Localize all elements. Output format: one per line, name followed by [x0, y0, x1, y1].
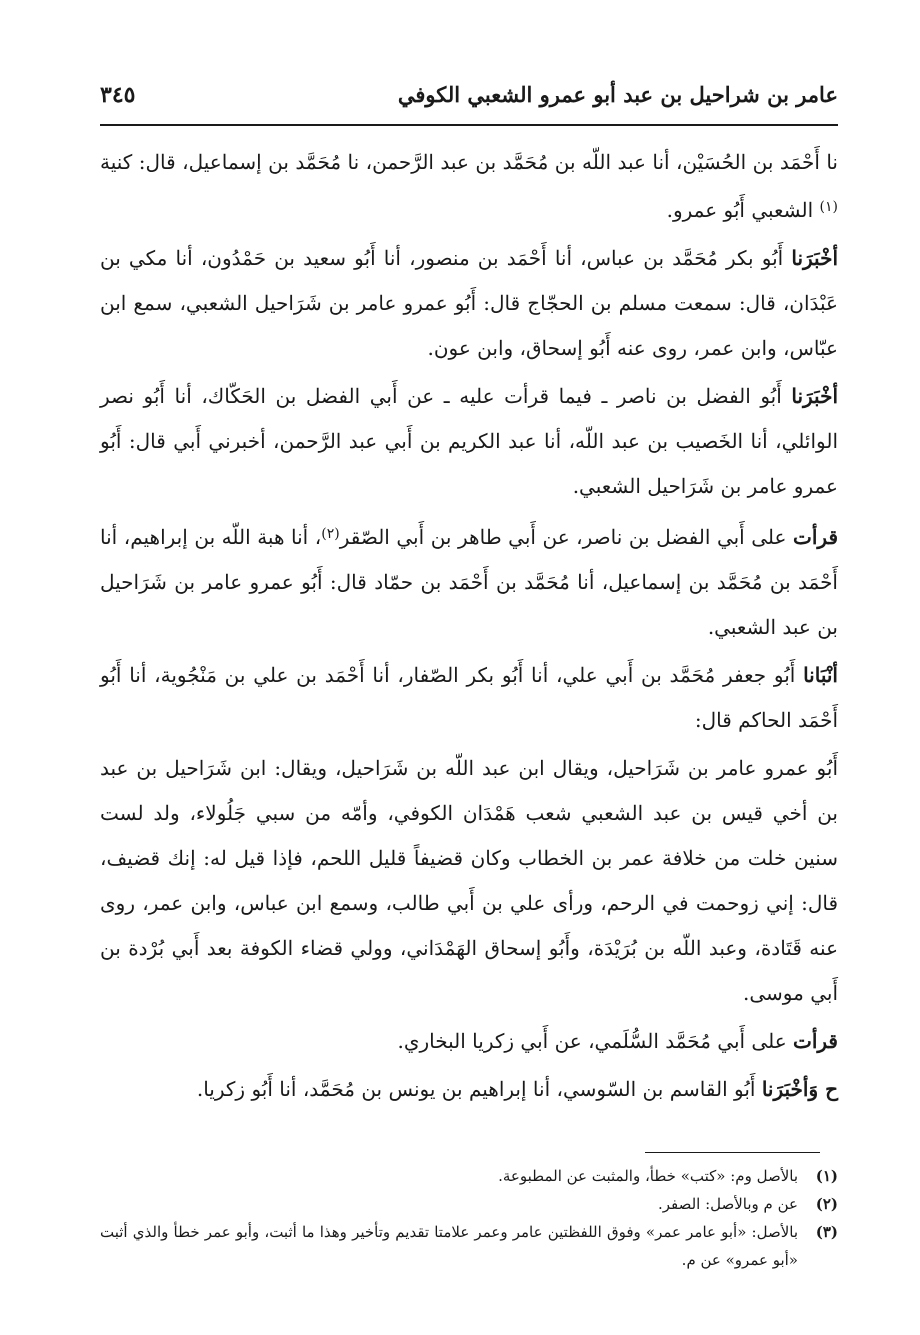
paragraph: [100, 746, 838, 1016]
footnote-ref: (١): [819, 199, 838, 215]
paragraph-text: على أَبي مُحَمَّد السُّلَمي، عن أَبي زكريا البخاري.: [397, 1029, 794, 1053]
header-rule: [100, 124, 838, 126]
paragraph: [100, 236, 838, 371]
footnote-ref: (٢): [321, 526, 340, 542]
paragraph-text: على أَبي الفضل بن ناصر، عن أَبي طاهر بن أَبي الصّقر: [339, 525, 794, 549]
lead-word: أخْبَرَنا: [791, 246, 838, 270]
paragraph: [100, 1067, 838, 1112]
running-title: عامر بن شراحيل بن عبد أبو عمرو الشعبي الكوفي: [397, 82, 838, 107]
footnote-number: (٢): [815, 1195, 838, 1213]
lead-word: قرأت: [793, 525, 839, 549]
paragraph: [100, 653, 838, 743]
lead-word: أخْبَرَنا: [791, 384, 838, 408]
main-text: [100, 140, 838, 1115]
page-header: [100, 82, 838, 122]
footnote: [100, 1190, 838, 1218]
paragraph-text: أَبُو عمرو عامر بن شَرَاحيل، ويقال ابن عبد اللّه بن شَرَاحيل، ويقال: ابن شَرَاحيل بن عبد بن أخي قيس بن عبد الشعبي شعب هَمْدَان الكوفي، وأمّه من سبي جَلُولاء، ولد لست سنين خلت من خلافة عمر بن الخطاب وكان قضيفاً قليل اللحم، فإذا قيل له: إنك قضيف، قال: إني زوحمت في الرحم، ورأى علي بن أَبي طالب، وسمع ابن عباس، وابن عمر، روى عنه قَتَادة، وعبد اللّه بن بُرَيْدَة، وأَبُو إسحاق الهَمْدَاني، وولي قضاء الكوفة بعد أَبي بُرْدة بن أَبي موسى.: [100, 756, 838, 1005]
lead-word: ح وَأخْبَرَنا: [761, 1077, 838, 1101]
footnote-text: بالأصل وم: «كتب» خطأ، والمثبت عن المطبوعة.: [498, 1167, 798, 1185]
paragraph-text: نا أَحْمَد بن الحُسَيْن، أنا عبد اللّه بن مُحَمَّد بن عبد الرَّحمن، نا مُحَمَّد بن إسماعيل، قال: كنية: [100, 150, 838, 174]
paragraph-text: أَبُو جعفر مُحَمَّد بن أَبي علي، أنا أَبُو بكر الصّفار، أنا أَحْمَد بن علي بن مَنْجُوية، أنا أَبُو أَحْمَد الحاكم قال:: [100, 663, 838, 732]
lead-word: قرأت: [793, 1029, 838, 1053]
paragraph: [100, 140, 838, 233]
paragraph-text-after: الشعبي أَبُو عمرو.: [666, 198, 820, 222]
paragraph-text: أَبُو بكر مُحَمَّد بن عباس، أنا أَحْمَد بن منصور، أنا أَبُو سعيد بن حَمْدُون، أنا مكي بن عَبْدَان، قال: سمعت مسلم بن الحجّاج قال: أَبُو عمرو عامر بن شَرَاحيل الشعبي، سمع ابن عبّاس، وابن عمر، روى عنه أَبُو إسحاق، وابن عون.: [100, 246, 838, 360]
page-number: ٣٤٥: [100, 82, 136, 108]
footnote-number: (٣): [815, 1223, 838, 1241]
footnote-text: بالأصل: «أبو عامر عمر» وفوق اللفظتين عامر وعمر علامتا تقديم وتأخير وهذا ما أثبت، وأبو عمر خطأ والذي أثبت «أبو عمرو» عن م.: [100, 1223, 798, 1269]
paragraph-text: أَبُو القاسم بن السّوسي، أنا إبراهيم بن يونس بن مُحَمَّد، أنا أَبُو زكريا.: [196, 1077, 762, 1101]
paragraph-text: أَبُو الفضل بن ناصر ـ فيما قرأت عليه ـ عن أَبي الفضل بن الحَكّاك، أنا أَبُو نصر الوائلي، أنا الخَصيب بن عبد اللّه، أنا عبد الكريم بن أَبي عبد الرَّحمن، أخبرني أَبي قال: أَبُو عمرو عامر بن شَرَاحيل الشعبي.: [100, 384, 838, 498]
paragraph-text-after: ، أنا هبة اللّه بن إبراهيم، أنا أَحْمَد بن مُحَمَّد بن إسماعيل، أنا مُحَمَّد بن أَحْمَد بن حمّاد قال: أَبُو عمرو عامر بن شَرَاحيل بن عبد الشعبي.: [100, 525, 838, 639]
paragraph: [100, 374, 838, 509]
paragraph: [100, 512, 838, 650]
paragraph: [100, 1019, 838, 1064]
footnote-rule: [645, 1152, 820, 1153]
footnotes: [100, 1162, 838, 1274]
lead-word: أنْبَانا: [803, 663, 838, 687]
footnote-number: (١): [815, 1167, 838, 1185]
footnote: [100, 1162, 838, 1190]
footnote-text: عن م وبالأصل: الصفر.: [657, 1195, 798, 1213]
footnote: [100, 1218, 838, 1274]
